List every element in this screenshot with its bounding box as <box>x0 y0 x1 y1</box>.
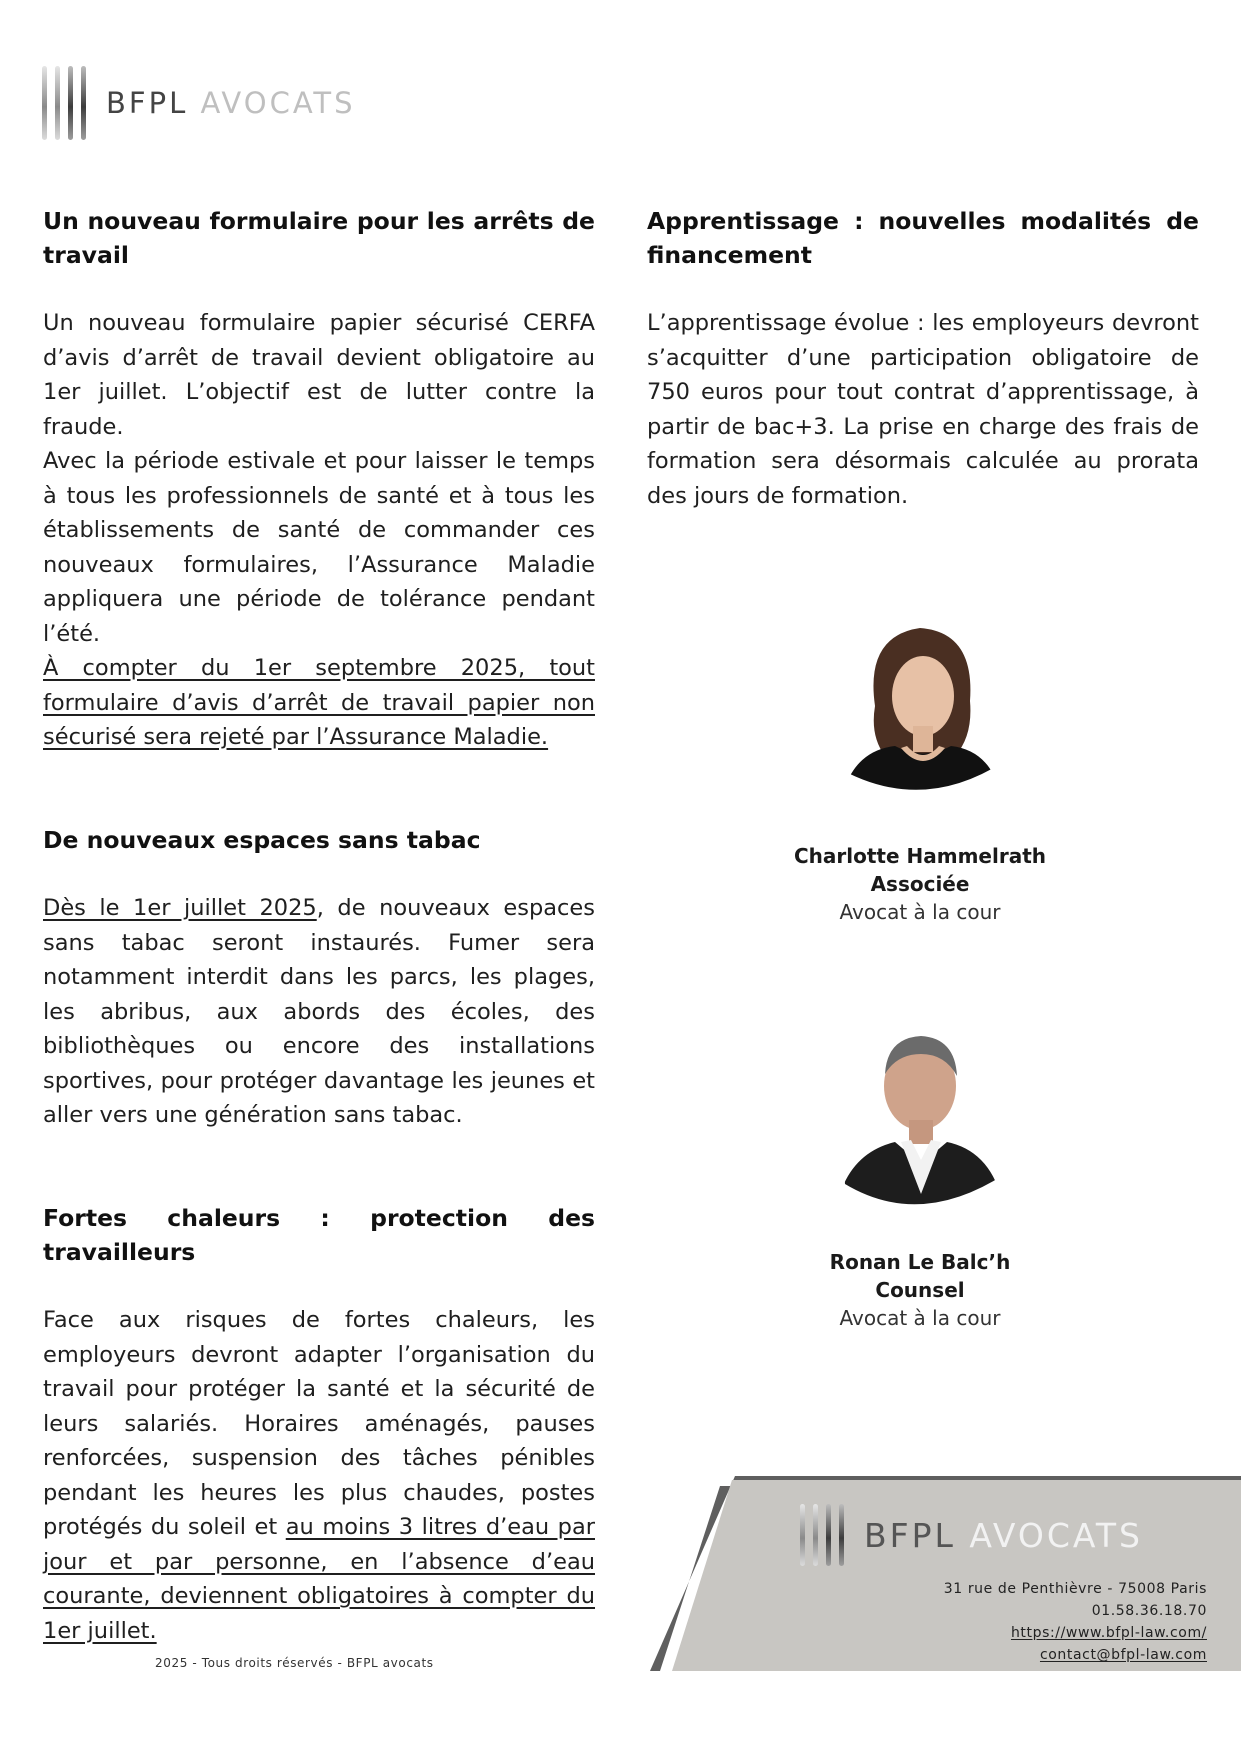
footer-logo-light: AVOCATS <box>969 1515 1143 1555</box>
person-1-name: Charlotte Hammelrath <box>793 844 1046 868</box>
section-title-apprentissage: Apprentissage : nouvelles modalités de financement <box>647 207 1199 269</box>
section-title-arrets: Un nouveau formulaire pour les arrêts de travail <box>43 207 595 269</box>
logo-bold: BFPL <box>106 86 189 120</box>
section-title-tabac: De nouveaux espaces sans tabac <box>43 826 481 854</box>
section-title-chaleurs: Fortes chaleurs : protection des travailleurs <box>43 1204 595 1266</box>
header-logo <box>42 64 356 142</box>
apprentissage-paragraph: L’apprentissage évolue : les employeurs devront s’acquitter d’une participation obligatoire de 750 euros pour tout contrat d’apprentissage, à partir de bac+3. La prise en charge des frais de formation sera désormais calculée au prorata des jours de formation. <box>647 310 1199 509</box>
footer-logo-bars-icon <box>800 1502 844 1568</box>
arrets-paragraph-2: Avec la période estivale et pour laisser le temps à tous les professionnels de santé et à tous les établissements de santé de commander ces nouveaux formulaires, l’Assurance Maladie appliquera une période de tolérance pendant l’été. <box>43 448 595 647</box>
chaleurs-underlined: au moins 3 litres d’eau par jour et par personne, en l’absence d’eau courante, deviennent obligatoires à compter du 1er juillet. <box>43 1514 595 1644</box>
arrets-paragraph-3: À compter du 1er septembre 2025, tout formulaire d’avis d’arrêt de travail papier non sécurisé sera rejeté par l’Assurance Maladie. <box>43 655 595 750</box>
section-chaleurs <box>43 1201 595 1648</box>
avatar-man-icon <box>835 1024 1005 1214</box>
person-1-role: Associée <box>870 872 970 896</box>
footer-address: 31 rue de Penthièvre - 75008 Paris <box>943 1581 1207 1597</box>
arrets-paragraph-1: Un nouveau formulaire papier sécurisé CERFA d’avis d’arrêt de travail devient obligatoire au 1er juillet. L’objectif est de lutter contre la fraude. <box>43 310 595 440</box>
person-card-1 <box>780 616 1060 926</box>
footer-phone: 01.58.36.18.70 <box>1091 1603 1207 1619</box>
tabac-text: , de nouveaux espaces sans tabac seront instaurés. Fumer sera notamment interdit dans les parcs, les plages, les abribus, aux abords des écoles, des bibliothèques ou encore des installations sportives, pour protéger davantage les jeunes et aller vers une génération sans tabac. <box>43 895 595 1128</box>
person-card-2 <box>780 1024 1060 1332</box>
tabac-date: Dès le 1er juillet 2025 <box>43 895 317 921</box>
tabac-paragraph <box>43 891 595 1133</box>
person-2-role: Counsel <box>875 1278 965 1302</box>
chaleurs-paragraph <box>43 1303 595 1648</box>
footer-logo-bold: BFPL <box>864 1515 956 1555</box>
footer-website-link[interactable]: https://www.bfpl-law.com/ <box>1010 1625 1207 1641</box>
person-1-title: Avocat à la cour <box>839 900 1001 924</box>
logo-light: AVOCATS <box>200 86 356 120</box>
footer-logo <box>800 1500 1143 1570</box>
copyright: 2025 - Tous droits réservés - BFPL avocats <box>155 1656 434 1670</box>
avatar-woman-icon <box>835 616 1005 806</box>
person-2-title: Avocat à la cour <box>839 1306 1001 1330</box>
logo-wordmark <box>106 86 356 120</box>
person-2-name: Ronan Le Balc’h <box>829 1250 1011 1274</box>
footer-logo-wordmark <box>864 1516 1143 1555</box>
section-tabac <box>43 823 595 1133</box>
footer-email-link[interactable]: contact@bfpl-law.com <box>1039 1647 1207 1663</box>
chaleurs-text: Face aux risques de fortes chaleurs, les employeurs devront adapter l’organisation du travail pour protéger la santé et la sécurité de leurs salariés. Horaires aménagés, pauses renforcées, suspension des tâches pénibles pendant les heures les plus chaudes, postes protégés du soleil et <box>43 1307 595 1540</box>
section-arrets <box>43 204 595 755</box>
logo-bars-icon <box>42 64 86 142</box>
section-apprentissage <box>647 204 1199 513</box>
